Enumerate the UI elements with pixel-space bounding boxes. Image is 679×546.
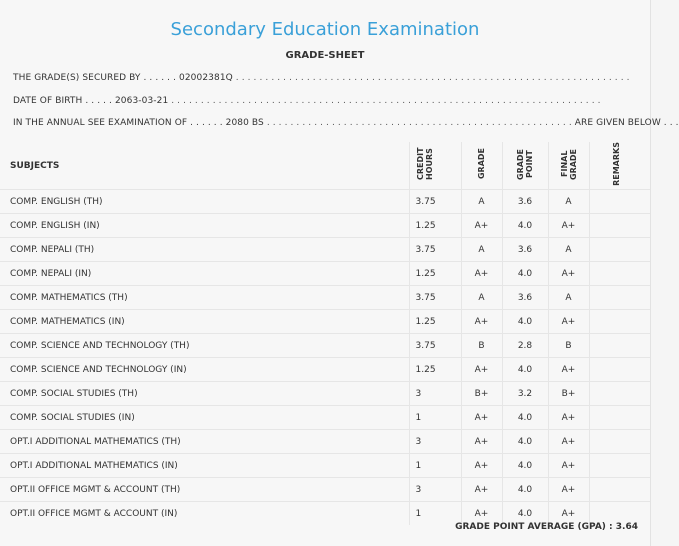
remarks-cell (589, 190, 650, 214)
grade-point-cell: 3.6 (502, 238, 548, 262)
header-final-grade: FINAL GRADE (548, 142, 589, 190)
credit-hours-cell: 1.25 (409, 310, 461, 334)
credit-hours-cell: 3.75 (409, 286, 461, 310)
final-grade-cell: A+ (548, 214, 589, 238)
page-title: Secondary Education Examination (170, 19, 480, 40)
page-subtitle: GRADE-SHEET (285, 50, 365, 61)
header-grade: GRADE (461, 142, 502, 190)
table-row (0, 286, 650, 310)
final-grade-cell: A+ (548, 310, 589, 334)
table-row (0, 214, 650, 238)
secured-by-dots: . . . . . . . . . . . . . . . . . . . . . . . . . . . . . . . . . . . . . . . . . . . . . . . . . . . . . . . . . . . . . . . . . . . (235, 73, 630, 83)
grade-point-cell: 4.0 (502, 478, 548, 502)
gpa-label: GRADE POINT AVERAGE (GPA) : (455, 522, 613, 532)
grade-cell: A+ (461, 214, 502, 238)
final-grade-cell: A+ (548, 358, 589, 382)
subject-cell: COMP. SOCIAL STUDIES (IN) (10, 412, 135, 423)
dob-value: 2063-03-21 (114, 96, 169, 106)
subject-cell: COMP. SCIENCE AND TECHNOLOGY (IN) (10, 364, 187, 375)
header-subjects: SUBJECTS (10, 160, 60, 171)
remarks-cell (589, 478, 650, 502)
remarks-cell (589, 262, 650, 286)
credit-hours-cell: 1.25 (409, 358, 461, 382)
table-row (0, 406, 650, 430)
subject-cell: COMP. NEPALI (TH) (10, 244, 95, 255)
table-row (0, 310, 650, 334)
credit-hours-cell: 1 (409, 454, 461, 478)
table-row (0, 238, 650, 262)
subject-cell: OPT.I ADDITIONAL MATHEMATICS (IN) (10, 460, 178, 471)
final-grade-cell: A+ (548, 430, 589, 454)
grade-point-cell: 4.0 (502, 406, 548, 430)
grade-cell: A+ (461, 406, 502, 430)
subject-cell: COMP. SCIENCE AND TECHNOLOGY (TH) (10, 340, 190, 351)
subject-cell: COMP. MATHEMATICS (IN) (10, 316, 125, 327)
grade-cell: A+ (461, 358, 502, 382)
final-grade-cell: A (548, 286, 589, 310)
credit-hours-cell: 3 (409, 478, 461, 502)
grade-point-cell: 4.0 (502, 310, 548, 334)
grade-cell: A+ (461, 502, 502, 526)
table-header-row (0, 142, 650, 190)
remarks-cell (589, 382, 650, 406)
credit-hours-cell: 3 (409, 430, 461, 454)
final-grade-cell: A+ (548, 454, 589, 478)
grade-cell: B (461, 334, 502, 358)
remarks-cell (589, 238, 650, 262)
remarks-cell (589, 430, 650, 454)
grade-point-cell: 3.6 (502, 286, 548, 310)
subject-cell: COMP. ENGLISH (TH) (10, 196, 103, 207)
grade-cell: A+ (461, 478, 502, 502)
secured-by-line (13, 73, 630, 83)
dob-dots: . . . . . . . . . . . . . . . . . . . . . . . . . . . . . . . . . . . . . . . . . . . . . . . . . . . . . . . . . . . . . . . . . . . . . . . . . (171, 96, 601, 106)
subject-cell: OPT.II OFFICE MGMT & ACCOUNT (IN) (10, 508, 178, 519)
table-row (0, 478, 650, 502)
gpa-value: 3.64 (615, 522, 638, 532)
grade-point-cell: 3.6 (502, 190, 548, 214)
grade-point-cell: 4.0 (502, 430, 548, 454)
subject-cell: COMP. MATHEMATICS (TH) (10, 292, 128, 303)
exam-dots: . . . . . . . . . . . . . . . . . . . . . . . . . . . . . . . . . . . . . . . . . . . . . . . . . . . . (266, 118, 572, 128)
grade-cell: A+ (461, 262, 502, 286)
table-row (0, 430, 650, 454)
final-grade-cell: A+ (548, 502, 589, 526)
grade-point-cell: 4.0 (502, 262, 548, 286)
remarks-cell (589, 406, 650, 430)
final-grade-cell: A+ (548, 406, 589, 430)
dob-label: DATE OF BIRTH . . . . . (13, 96, 112, 106)
grade-cell: A+ (461, 310, 502, 334)
final-grade-cell: A (548, 190, 589, 214)
grade-cell: A (461, 190, 502, 214)
grade-point-cell: 3.2 (502, 382, 548, 406)
subject-cell: OPT.I ADDITIONAL MATHEMATICS (TH) (10, 436, 181, 447)
exam-line (13, 118, 679, 128)
table-row (0, 382, 650, 406)
grade-point-cell: 4.0 (502, 502, 548, 526)
grade-cell: A (461, 238, 502, 262)
remarks-cell (589, 286, 650, 310)
remarks-cell (589, 214, 650, 238)
subject-cell: OPT.II OFFICE MGMT & ACCOUNT (TH) (10, 484, 181, 495)
final-grade-cell: A+ (548, 262, 589, 286)
grade-point-cell: 4.0 (502, 214, 548, 238)
credit-hours-cell: 3 (409, 382, 461, 406)
exam-year: 2080 BS (225, 118, 264, 128)
remarks-cell (589, 310, 650, 334)
given-below: ARE GIVEN BELOW . . . (574, 118, 679, 128)
remarks-cell (589, 334, 650, 358)
grade-cell: A+ (461, 430, 502, 454)
remarks-cell (589, 454, 650, 478)
symbol-number: 02002381Q (179, 73, 233, 83)
final-grade-cell: A+ (548, 478, 589, 502)
subject-cell: COMP. SOCIAL STUDIES (TH) (10, 388, 138, 399)
grade-point-cell: 4.0 (502, 358, 548, 382)
remarks-cell (589, 358, 650, 382)
table-row (0, 262, 650, 286)
final-grade-cell: A (548, 238, 589, 262)
final-grade-cell: B (548, 334, 589, 358)
credit-hours-cell: 1 (409, 502, 461, 526)
exam-label: IN THE ANNUAL SEE EXAMINATION OF . . . . . . (13, 118, 223, 128)
grades-table (0, 142, 650, 525)
table-row (0, 190, 650, 214)
grade-cell: A+ (461, 454, 502, 478)
credit-hours-cell: 3.75 (409, 190, 461, 214)
grade-point-cell: 4.0 (502, 454, 548, 478)
table-row (0, 334, 650, 358)
header-grade-point: GRADE POINT (502, 142, 548, 190)
header-remarks: REMARKS (589, 142, 650, 190)
grade-cell: A (461, 286, 502, 310)
final-grade-cell: B+ (548, 382, 589, 406)
secured-by-label: THE GRADE(S) SECURED BY . . . . . . (13, 73, 177, 83)
subject-cell: COMP. NEPALI (IN) (10, 268, 92, 279)
credit-hours-cell: 1 (409, 406, 461, 430)
table-row (0, 454, 650, 478)
gpa-line (455, 522, 638, 532)
credit-hours-cell: 1.25 (409, 214, 461, 238)
credit-hours-cell: 1.25 (409, 262, 461, 286)
credit-hours-cell: 3.75 (409, 334, 461, 358)
table-row (0, 358, 650, 382)
grade-cell: B+ (461, 382, 502, 406)
dob-line (13, 96, 601, 106)
grade-point-cell: 2.8 (502, 334, 548, 358)
credit-hours-cell: 3.75 (409, 238, 461, 262)
header-credit-hours: CREDIT HOURS (409, 142, 461, 190)
subject-cell: COMP. ENGLISH (IN) (10, 220, 100, 231)
